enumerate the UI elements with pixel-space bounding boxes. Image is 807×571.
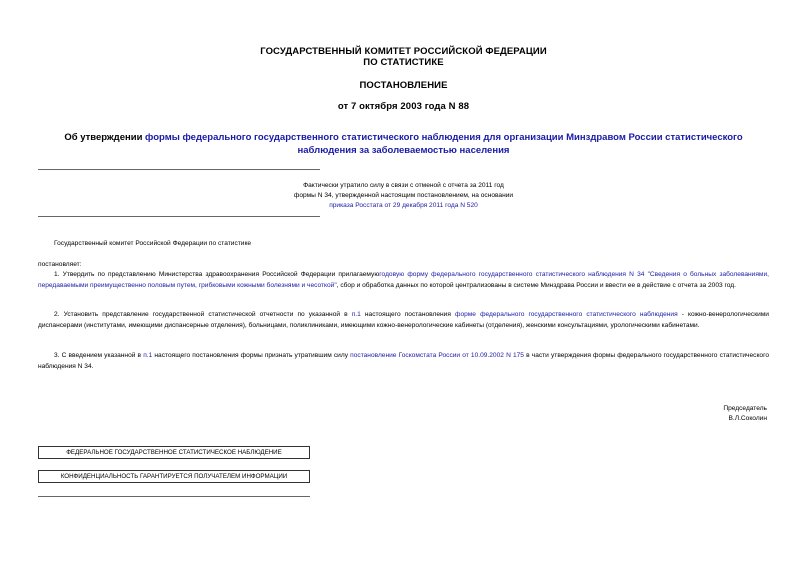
divider-footer	[38, 496, 310, 497]
paragraph-3-text-a: 3. С введением указанной в	[54, 352, 144, 359]
signature-role: Председатель	[723, 405, 767, 412]
resolves-text: постановляет:	[38, 261, 82, 268]
paragraph-2-text-c: - кожно-венерологическими диспансерами (институтами, имеющими диспансерные отделения), больницами, поликлиниками, имеющими кожно-венерологические кабинеты (отделения), женскими консультациями, урологическими кабинетами.	[38, 311, 769, 329]
paragraph-2-text-b: настоящего постановления	[360, 311, 456, 318]
paragraph-3-link-2[interactable]: постановление Госкомстата России от 10.09.2002 N 175	[350, 352, 524, 359]
federal-observation-box: ФЕДЕРАЛЬНОЕ ГОСУДАРСТВЕННОЕ СТАТИСТИЧЕСКОЕ НАБЛЮДЕНИЕ	[38, 446, 310, 459]
paragraph-3-text-c: в части утверждения формы федерального государственного статистического наблюдения N 34.	[38, 352, 770, 370]
paragraph-2-text-a: 2. Установить представление государственной статистической отчетности по указанной в	[54, 311, 352, 318]
status-note-line1: Фактически утратило силу в связи с отменой с отчета за 2011 год	[303, 182, 504, 189]
confidentiality-box: КОНФИДЕНЦИАЛЬНОСТЬ ГАРАНТИРУЕТСЯ ПОЛУЧАТЕЛЕМ ИНФОРМАЦИИ	[38, 470, 310, 483]
signature-name: В.Л.Соколин	[728, 415, 767, 422]
divider-top	[38, 169, 320, 170]
doc-title	[45, 131, 762, 157]
status-note-line2: формы N 34, утвержденной настоящим постановлением, на основании	[293, 192, 514, 199]
paragraph-2-link-1[interactable]: п.1	[351, 311, 361, 318]
paragraph-2	[38, 310, 769, 331]
org-name-line2: ПО СТАТИСТИКЕ	[363, 57, 444, 68]
doc-date: от 7 октября 2003 года N 88	[337, 101, 470, 112]
paragraph-2-link-2[interactable]: форме федерального государственного статистического наблюдения	[455, 311, 678, 318]
org-name-line1: ГОСУДАРСТВЕННЫЙ КОМИТЕТ РОССИЙСКОЙ ФЕДЕРАЦИИ	[260, 46, 547, 57]
doc-title-link[interactable]: формы федерального государственного статистического наблюдения для организации Минздравом России статистического наблюдения за заболеваемостью населения	[145, 132, 743, 156]
paragraph-3-link-1[interactable]: п.1	[143, 352, 153, 359]
issuer-text: Государственный комитет Российской Федерации по статистике	[54, 240, 252, 247]
paragraph-1	[38, 270, 769, 291]
paragraph-3	[38, 351, 769, 372]
status-note	[38, 181, 769, 211]
divider-bottom	[38, 216, 320, 217]
paragraph-3-text-b: настоящего постановления формы признать утратившим силу	[152, 352, 351, 359]
paragraph-1-text-b: , сбор и обработка данных по которой централизованы в системе Минздрава России и ввести ее в действие с отчета за 2003 год.	[336, 281, 736, 289]
doc-title-prefix: Об утверждении	[64, 132, 146, 143]
paragraph-1-text-a: 1. Утвердить по представлению Министерства здравоохранения Российской Федерации прилагаемую	[54, 271, 380, 278]
status-note-link[interactable]: приказа Росстата от 29 декабря 2011 года N 520	[329, 202, 478, 209]
signature-block	[723, 404, 767, 424]
doc-type: ПОСТАНОВЛЕНИЕ	[359, 80, 448, 91]
paragraph-1-link[interactable]: годовую форму федерального государственного статистического наблюдения N 34 "Сведения о больных заболеваниями, передаваемыми преимущественно половым путем, грибковыми кожными болезнями и чесоткой"	[38, 271, 769, 289]
